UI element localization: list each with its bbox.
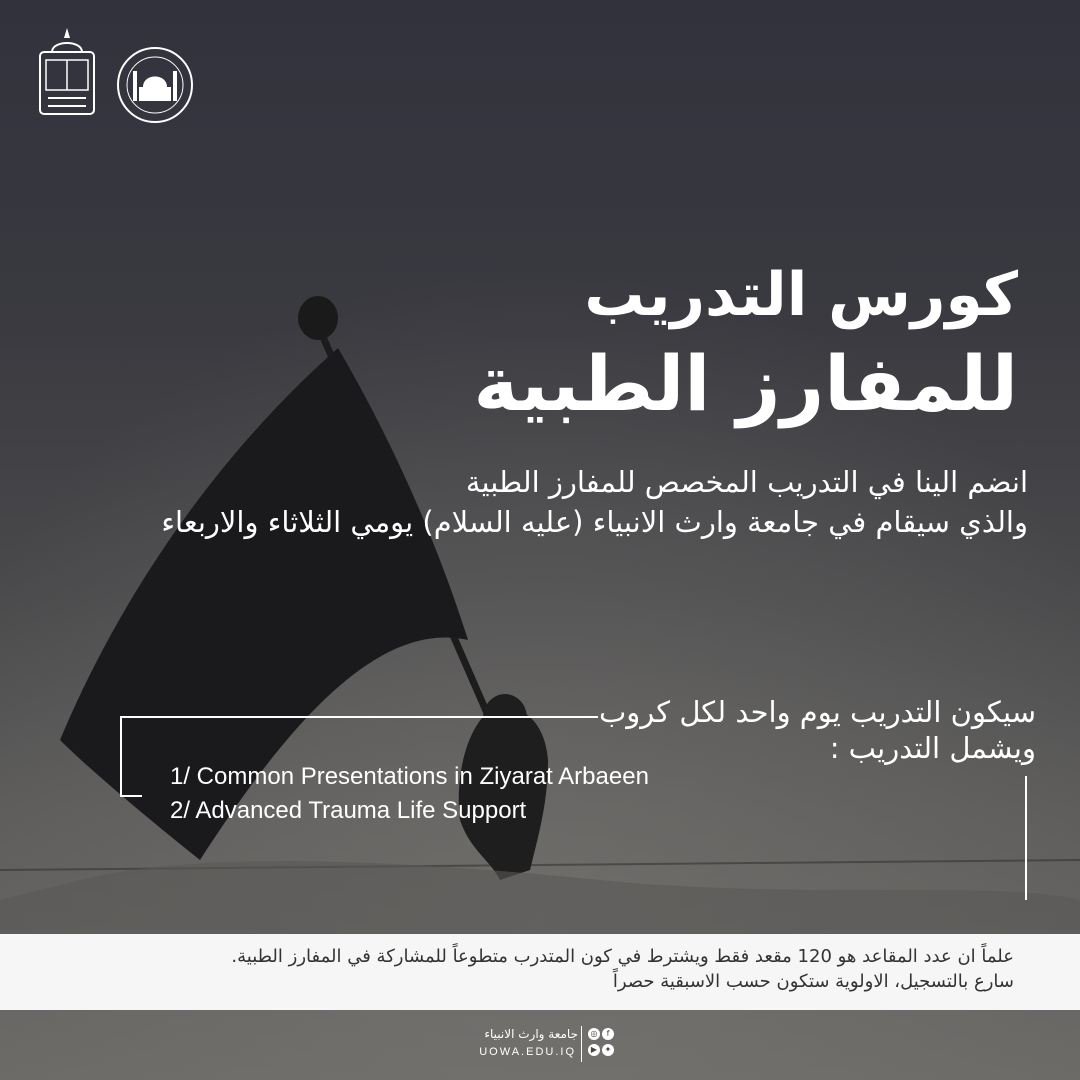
- list-item: 1/ Common Presentations in Ziyarat Arbaeen: [170, 763, 649, 790]
- list-item: 2/ Advanced Trauma Life Support: [170, 797, 527, 824]
- notice-line-1: علماً ان عدد المقاعد هو 120 مقعد فقط ويشترط في كون المتدرب متطوعاً للمشاركة في المفارز الطبية.: [231, 946, 1014, 967]
- training-topics-list: [170, 760, 870, 828]
- footer-university-name: جامعة وارث الانبياء: [484, 1027, 578, 1041]
- bracket-line-left: [120, 716, 122, 796]
- footer: [0, 1010, 1080, 1080]
- notice-banner: [0, 934, 1080, 1010]
- intro-line-2: والذي سيقام في جامعة وارث الانبياء (عليه السلام) يومي الثلاثاء والاربعاء: [161, 505, 1028, 539]
- youtube-icon[interactable]: ▶: [588, 1044, 600, 1056]
- title-line-2: للمفارز الطبية: [473, 339, 1018, 428]
- intro-line-1: انضم الينا في التدريب المخصص للمفارز الطبية: [465, 465, 1028, 499]
- notice-line-2: سارع بالتسجيل، الاولوية ستكون حسب الاسبقية حصراً: [612, 971, 1014, 992]
- group-info: سيكون التدريب يوم واحد لكل كروب: [599, 695, 1036, 729]
- bracket-line-right: [1025, 776, 1027, 900]
- university-logo-icon: [32, 24, 102, 124]
- includes-label: ويشمل التدريب :: [829, 731, 1036, 765]
- twitter-icon[interactable]: ✦: [602, 1044, 614, 1056]
- shrine-logo-icon: [115, 45, 195, 125]
- notice-text: [34, 944, 1014, 994]
- facebook-icon[interactable]: f: [602, 1028, 614, 1040]
- bracket-line-bottom: [120, 795, 142, 797]
- footer-website[interactable]: UOWA.EDU.IQ: [479, 1046, 576, 1058]
- title-line-1: كورس التدريب: [584, 260, 1018, 330]
- intro-paragraph: [78, 462, 1028, 542]
- bracket-line-top: [120, 716, 598, 718]
- footer-divider: [581, 1026, 582, 1062]
- instagram-icon[interactable]: ◎: [588, 1028, 600, 1040]
